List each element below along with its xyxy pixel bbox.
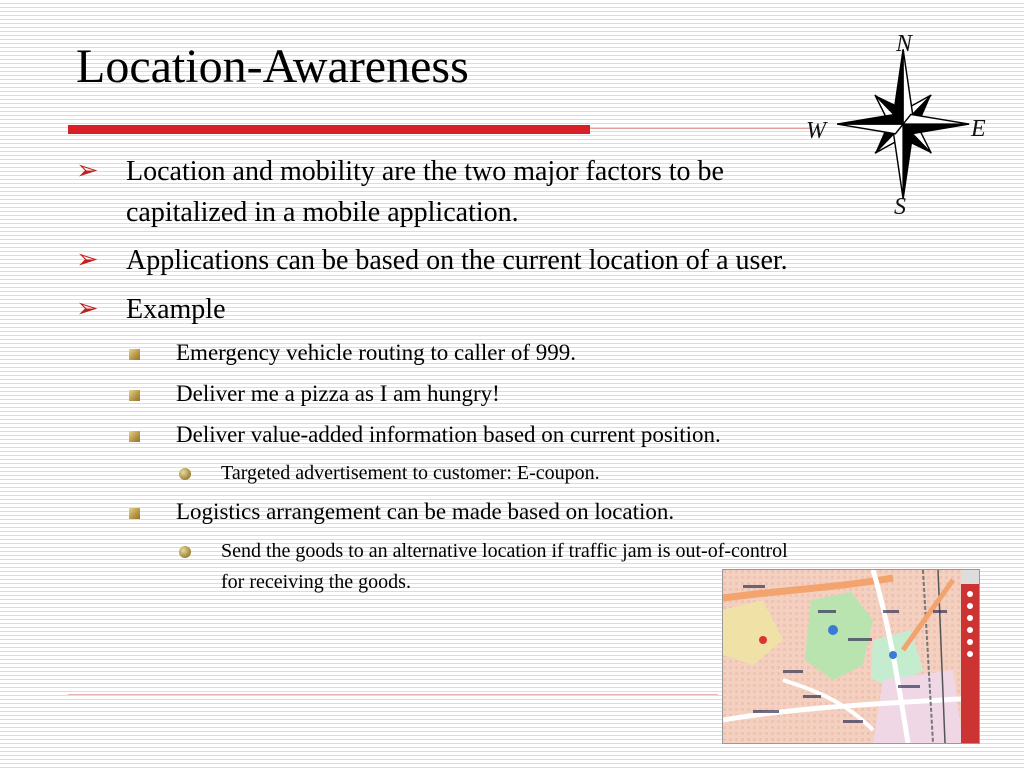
compass-icon	[806, 30, 998, 222]
compass-south-label: S	[894, 194, 906, 220]
title-underline	[68, 125, 590, 134]
compass-north-label: N	[896, 31, 913, 57]
slide-title: Location-Awareness	[76, 40, 469, 93]
bullet-text: Example	[126, 294, 226, 325]
sub-example-text-line: Send the goods to an alternative location if traffic jam is out-of-control	[221, 540, 788, 562]
sub-example-text: Targeted advertisement to customer: E-coupon.	[221, 462, 600, 484]
example-text: Deliver me a pizza as I am hungry!	[176, 381, 500, 406]
example-text: Deliver value-added information based on current position.	[176, 422, 721, 447]
bullet-text-line: Location and mobility are the two major factors to be	[126, 156, 724, 187]
arrow-bullet-icon: ➢	[76, 244, 99, 274]
arrow-bullet-icon: ➢	[76, 293, 99, 323]
round-bullet-icon	[179, 546, 191, 558]
street-map-image	[722, 569, 980, 744]
example-text: Logistics arrangement can be made based on location.	[176, 499, 675, 524]
example-text: Emergency vehicle routing to caller of 999.	[176, 340, 577, 365]
square-bullet-icon	[129, 431, 140, 442]
square-bullet-icon	[129, 349, 140, 360]
title-underline-extension	[590, 128, 810, 129]
arrow-bullet-icon: ➢	[76, 155, 99, 185]
square-bullet-icon	[129, 390, 140, 401]
square-bullet-icon	[129, 508, 140, 519]
round-bullet-icon	[179, 468, 191, 480]
footer-divider	[68, 694, 718, 695]
bullet-text: Applications can be based on the current location of a user.	[126, 245, 788, 276]
sub-example-text-line: for receiving the goods.	[221, 571, 411, 593]
compass-east-label: E	[971, 116, 986, 142]
bullet-text-line: capitalized in a mobile application.	[126, 197, 519, 228]
compass-west-label: W	[806, 118, 826, 144]
